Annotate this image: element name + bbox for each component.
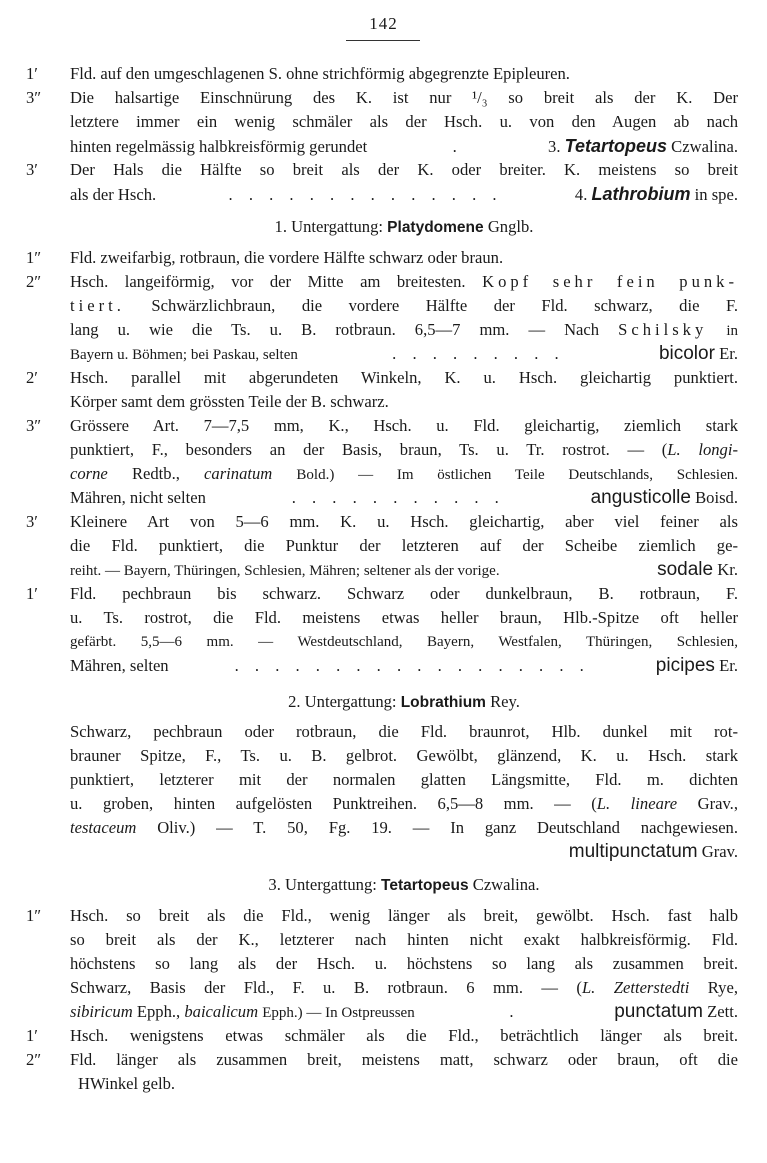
- couplet-number: 2″: [26, 272, 42, 291]
- species-line: [70, 840, 738, 864]
- species-name: angusticolle: [590, 487, 691, 508]
- text-segment: reiht. — Bayern, Thüringen, Schlesien, Mähren; seltener als der vorige.: [70, 563, 500, 579]
- text-line: [70, 792, 738, 816]
- key-line-genus: [70, 182, 738, 206]
- subgenus-name: Platydomene: [387, 219, 484, 236]
- species-reference: [614, 1000, 738, 1024]
- author: Kr.: [717, 560, 738, 579]
- couplet-number: 2′: [26, 368, 38, 387]
- text-line: Schwarz, pechbraun oder rotbraun, die Fld. braunrot, Hlb. dunkel mit rot-: [70, 722, 738, 741]
- text-line: Hsch. wenigstens etwas schmäler als die Fld., beträchtlich länger als breit.: [70, 1026, 738, 1045]
- text-segment: Grav.,: [697, 794, 738, 813]
- text-segment: Bold.) — Im östlichen Teile Deutschlands, Schlesien.: [296, 467, 738, 483]
- couplet-number: 1′: [26, 64, 38, 83]
- text-segment: Schwarz, Basis der Fld., F. u. B. rotbraun. 6 mm. — (: [70, 978, 582, 997]
- text-segment: Mähren, nicht selten: [70, 488, 206, 507]
- author: Er.: [719, 656, 738, 675]
- genus-reference: [575, 182, 738, 206]
- text-segment: Hsch. langeiförmig, vor der Mitte am breitesten.: [70, 272, 466, 291]
- key-line-genus: [70, 134, 738, 158]
- genus-name: Tetartopeus: [564, 136, 668, 156]
- spaced-text: Schilsky: [618, 320, 708, 339]
- italic-text: L. longi-: [667, 440, 738, 459]
- text-segment: [70, 1000, 415, 1024]
- spaced-text: Kopf sehr fein punk-: [482, 272, 738, 291]
- leader-dots: . . . . . . . . . . .: [291, 488, 505, 507]
- text-segment: Mähren, selten: [70, 656, 169, 675]
- leader-dots: .: [509, 1002, 520, 1021]
- text-line: Die halsartige Einschnürung des K. ist nur ¹/₃ so breit als der K. Der: [70, 88, 738, 107]
- species-line: [70, 486, 738, 510]
- couplet-number: 1′: [26, 1026, 38, 1045]
- subgenus-heading: [70, 873, 738, 897]
- text-line: Fld. pechbraun bis schwarz. Schwarz oder dunkelbraun, B. rotbraun, F.: [70, 584, 738, 603]
- text-line: Fld. zweifarbig, rotbraun, die vordere Hälfte schwarz oder braun.: [70, 248, 504, 267]
- couplet-number: 2″: [26, 1050, 42, 1069]
- page-number: 142: [369, 14, 398, 33]
- page-number-rule: [346, 40, 420, 41]
- text-line: letztere immer ein wenig schmäler als der Hsch. u. von den Augen ab nach: [70, 112, 738, 131]
- italic-text: L. Zetterstedti: [581, 978, 690, 997]
- text-segment: Oliv.) — T. 50, Fg. 19. — In ganz Deutschland nachgewiesen.: [157, 818, 738, 837]
- text-segment: Schwärzlichbraun, die vordere Hälfte der Fld. schwarz, die F.: [151, 296, 738, 315]
- leader-dots: . . . . . . . . . . . . . . . . . .: [234, 656, 590, 675]
- key-target: 4.: [574, 185, 588, 204]
- couplet-number: 3″: [26, 88, 42, 107]
- text-line: u. Ts. rostrot, die Fld. meistens etwas heller braun, Hlb.-Spitze oft heller: [70, 608, 738, 627]
- author: Rey.: [490, 692, 520, 711]
- species-name: multipunctatum: [568, 841, 698, 862]
- text-line: [70, 438, 738, 462]
- text-line: Hsch. parallel mit abgerundeten Winkeln, K. u. Hsch. gleichartig punktiert.: [70, 368, 738, 387]
- couplet-number: 3′: [26, 160, 38, 179]
- author: Er.: [719, 344, 738, 363]
- text-segment: in: [726, 323, 738, 339]
- species-reference: [656, 654, 738, 678]
- species-reference: [659, 342, 738, 366]
- leader-dots: . . . . . . . . .: [392, 344, 565, 363]
- italic-text: testaceum: [70, 818, 137, 837]
- text-line: brauner Spitze, F., Ts. u. B. gelbrot. Gewölbt, glänzend, K. u. Hsch. stark: [70, 746, 738, 765]
- text-segment: Epph.) — In Ostpreussen: [262, 1005, 415, 1021]
- text-segment: punktiert, F., besonders an der Basis, braun, Ts. u. Tr. rostrot. — (: [70, 440, 668, 459]
- couplet-number: 1′: [26, 584, 38, 603]
- text-line: [70, 816, 738, 840]
- text-line: Körper samt dem grössten Teile der B. schwarz.: [70, 392, 389, 411]
- couplet-number: 1″: [26, 248, 42, 267]
- text-line: Fld. auf den umgeschlagenen S. ohne strichförmig abgegrenzte Epipleuren.: [70, 64, 570, 83]
- text-line: Fld. länger als zusammen breit, meistens matt, schwarz oder braun, oft die: [70, 1050, 738, 1069]
- couplet-number: 3′: [26, 512, 38, 531]
- text-line: Der Hals die Hälfte so breit als der K. oder breiter. K. meistens so breit: [70, 160, 738, 179]
- italic-text: baicalicum: [184, 1002, 259, 1021]
- couplet-number: 3″: [26, 416, 42, 435]
- italic-text: L. lineare: [596, 794, 678, 813]
- subgenus-heading: [70, 215, 738, 239]
- italic-text: carinatum: [204, 464, 273, 483]
- subgenus-name: Lobrathium: [400, 694, 486, 711]
- italic-text: sibiricum: [70, 1002, 133, 1021]
- spaced-text: tiert.: [70, 296, 125, 315]
- text-segment: hinten regelmässig halbkreisförmig gerundet: [70, 137, 368, 156]
- subgenus-name: Tetartopeus: [381, 877, 469, 894]
- species-line: [70, 342, 738, 366]
- text-line: HWinkel gelb.: [78, 1074, 176, 1093]
- text-segment: Rye,: [707, 978, 738, 997]
- species-line: [70, 1000, 738, 1024]
- text-line: höchstens so lang als der Hsch. u. höchstens so lang als zusammen breit.: [70, 954, 738, 973]
- text-line: [70, 976, 738, 1000]
- text-line: [70, 318, 738, 342]
- species-name: sodale: [657, 559, 714, 580]
- text-segment: Epph.,: [136, 1002, 181, 1021]
- species-line: [70, 654, 738, 678]
- genus-name: Lathrobium: [591, 184, 691, 204]
- author: Czwalina.: [671, 137, 738, 156]
- species-name: picipes: [655, 655, 715, 676]
- author: Zett.: [707, 1002, 738, 1021]
- text-line: die Fld. punktiert, die Punktur der letzteren auf der Scheibe ziemlich ge-: [70, 536, 738, 555]
- text-segment: Bayern u. Böhmen; bei Paskau, selten: [70, 347, 298, 363]
- text-segment: lang u. wie die Ts. u. B. rotbraun. 6,5—7 mm. — Nach: [70, 320, 600, 339]
- subgenus-heading: [70, 690, 738, 714]
- heading-prefix: 1. Untergattung:: [274, 217, 384, 236]
- author: Gnglb.: [487, 217, 534, 236]
- text-line: [70, 294, 738, 318]
- text-line: Hsch. so breit als die Fld., wenig länger als breit, gewölbt. Hsch. fast halb: [70, 906, 738, 925]
- leader-dots: .: [452, 137, 463, 156]
- species-name: bicolor: [658, 343, 715, 364]
- species-line: [70, 558, 738, 582]
- author: Czwalina.: [472, 875, 540, 894]
- author: in spe.: [694, 185, 738, 204]
- leader-dots: . . . . . . . . . . . . . .: [228, 185, 503, 204]
- author: Grav.: [701, 842, 738, 861]
- heading-prefix: 3. Untergattung:: [268, 875, 377, 894]
- genus-reference: [548, 134, 738, 158]
- text-segment: als der Hsch.: [70, 185, 157, 204]
- text-line: [70, 270, 738, 294]
- text-line: Grössere Art. 7—7,5 mm, K., Hsch. u. Fld. gleichartig, ziemlich stark: [70, 416, 738, 435]
- text-segment: Redtb.,: [131, 464, 180, 483]
- species-name: punctatum: [614, 1001, 703, 1022]
- text-line: so breit als der K., letzterer nach hinten nicht exakt halbkreisförmig. Fld.: [70, 930, 738, 949]
- author: Boisd.: [695, 488, 738, 507]
- heading-prefix: 2. Untergattung:: [288, 692, 397, 711]
- text-line: punktiert, letzterer mit der normalen glatten Längsmitte, Fld. m. dichten: [70, 770, 738, 789]
- text-line: [70, 462, 738, 486]
- text-line: Kleinere Art von 5—6 mm. K. u. Hsch. gleichartig, aber viel feiner als: [70, 512, 738, 531]
- text-line: gefärbt. 5,5—6 mm. — Westdeutschland, Bayern, Westfalen, Thüringen, Schlesien,: [70, 634, 738, 650]
- text-segment: u. groben, hinten aufgelösten Punktreihen. 6,5—8 mm. — (: [70, 794, 597, 813]
- italic-text: corne: [70, 464, 108, 483]
- species-reference: [657, 558, 738, 582]
- key-target: 3.: [548, 137, 561, 156]
- couplet-number: 1″: [26, 906, 42, 925]
- species-reference: [591, 486, 738, 510]
